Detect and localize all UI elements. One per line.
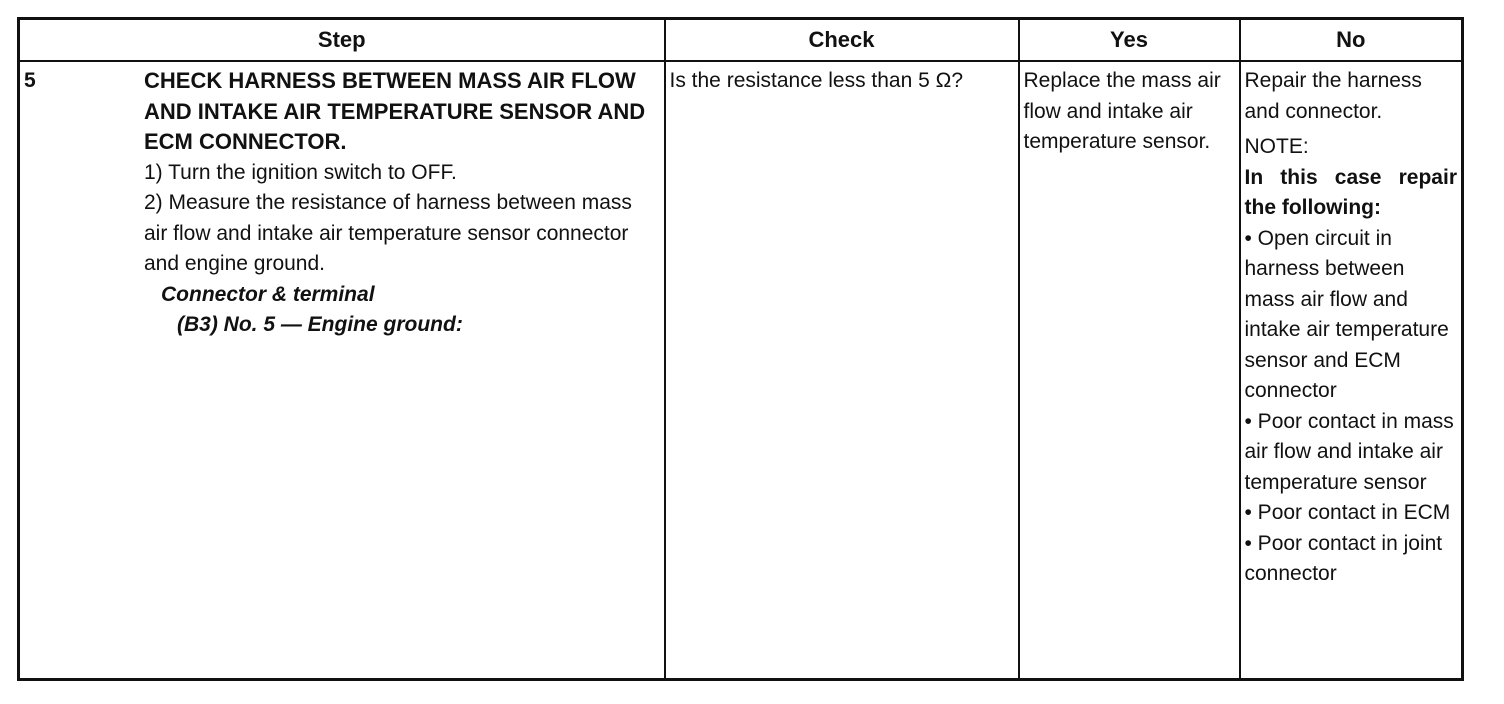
step-title: CHECK HARNESS BETWEEN MASS AIR FLOW AND INTAKE AIR TEMPERATURE SENSOR AND ECM CONNECTOR.	[144, 68, 646, 154]
no-main-text: Repair the harness and connector.	[1244, 69, 1422, 123]
check-text: Is the resistance less than 5 Ω?	[669, 69, 964, 92]
header-row	[19, 19, 1463, 62]
no-item-3: • Poor contact in ECM	[1244, 501, 1451, 524]
note-text: In this case repair the following:	[1244, 165, 1457, 219]
table-row	[19, 61, 1463, 680]
connector-value: (B3) No. 5 — Engine ground:	[177, 313, 463, 336]
header-check: Check	[665, 19, 1019, 62]
no-cell	[1240, 61, 1463, 680]
note-label: NOTE:	[1244, 135, 1309, 158]
step-number: 5	[24, 69, 36, 92]
yes-cell	[1019, 61, 1240, 680]
no-item-4: • Poor contact in joint connector	[1244, 531, 1443, 585]
connector-label: Connector & terminal	[161, 282, 375, 306]
yes-text: Replace the mass air flow and intake air temperature sensor.	[1023, 69, 1221, 153]
no-item-2: • Poor contact in mass air flow and intake air temperature sensor	[1244, 409, 1454, 494]
header-no: No	[1240, 19, 1463, 62]
header-yes: Yes	[1019, 19, 1240, 62]
instruction-2: 2) Measure the resistance of harness between mass air flow and intake air temperature sensor connector and engine ground.	[144, 191, 632, 275]
step-cell	[19, 61, 665, 680]
instruction-1: 1) Turn the ignition switch to OFF.	[144, 160, 457, 184]
header-step: Step	[19, 19, 665, 62]
no-item-1: • Open circuit in harness between mass air flow and intake air temperature sensor and ECM connector	[1244, 226, 1449, 402]
check-cell	[665, 61, 1019, 680]
diagnostic-table	[17, 17, 1464, 681]
